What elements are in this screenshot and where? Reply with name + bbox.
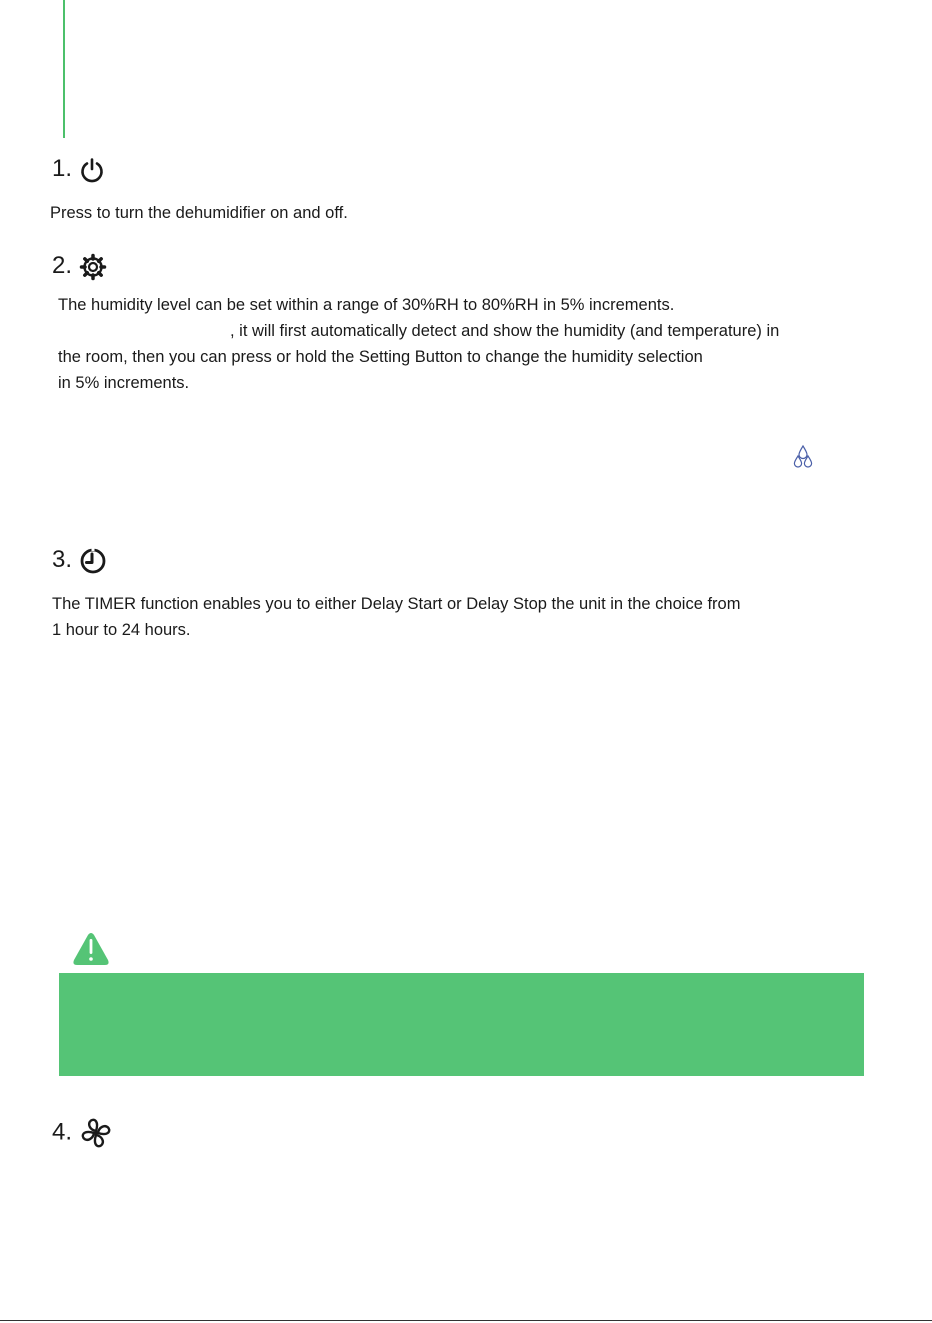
- page-bottom-rule: [0, 1320, 932, 1321]
- section-3-line-2: 1 hour to 24 hours.: [52, 621, 191, 639]
- gear-icon: [79, 253, 107, 281]
- timer-icon: [79, 547, 107, 575]
- section-3-line-1: The TIMER function enables you to either Delay Start or Delay Stop the unit in the choice from: [52, 595, 741, 613]
- section-2-line-3: the room, then you can press or hold the Setting Button to change the humidity selection: [58, 348, 703, 366]
- warning-triangle-icon: [72, 931, 110, 972]
- section-3-heading: [52, 546, 107, 575]
- section-2-line-4: in 5% increments.: [58, 374, 190, 392]
- accent-bar: [63, 0, 65, 138]
- water-drops-icon: [792, 444, 814, 475]
- section-2-number: 2.: [52, 252, 73, 279]
- section-2-heading: [52, 252, 107, 281]
- section-4-number: 4.: [52, 1118, 73, 1146]
- section-1-heading: [52, 155, 105, 183]
- section-1-number: 1.: [52, 155, 73, 182]
- fan-icon: [79, 1117, 113, 1149]
- section-2-line-1: The humidity level can be set within a range of 30%RH to 80%RH in 5% increments.: [58, 296, 675, 314]
- section-3-number: 3.: [52, 546, 73, 573]
- section-4-heading: [52, 1117, 113, 1149]
- section-2-line-2: , it will first automatically detect and show the humidity (and temperature) in: [230, 322, 780, 340]
- section-1-line-1: Press to turn the dehumidifier on and off.: [50, 204, 348, 222]
- warning-box: [59, 973, 864, 1076]
- power-icon: [79, 157, 105, 183]
